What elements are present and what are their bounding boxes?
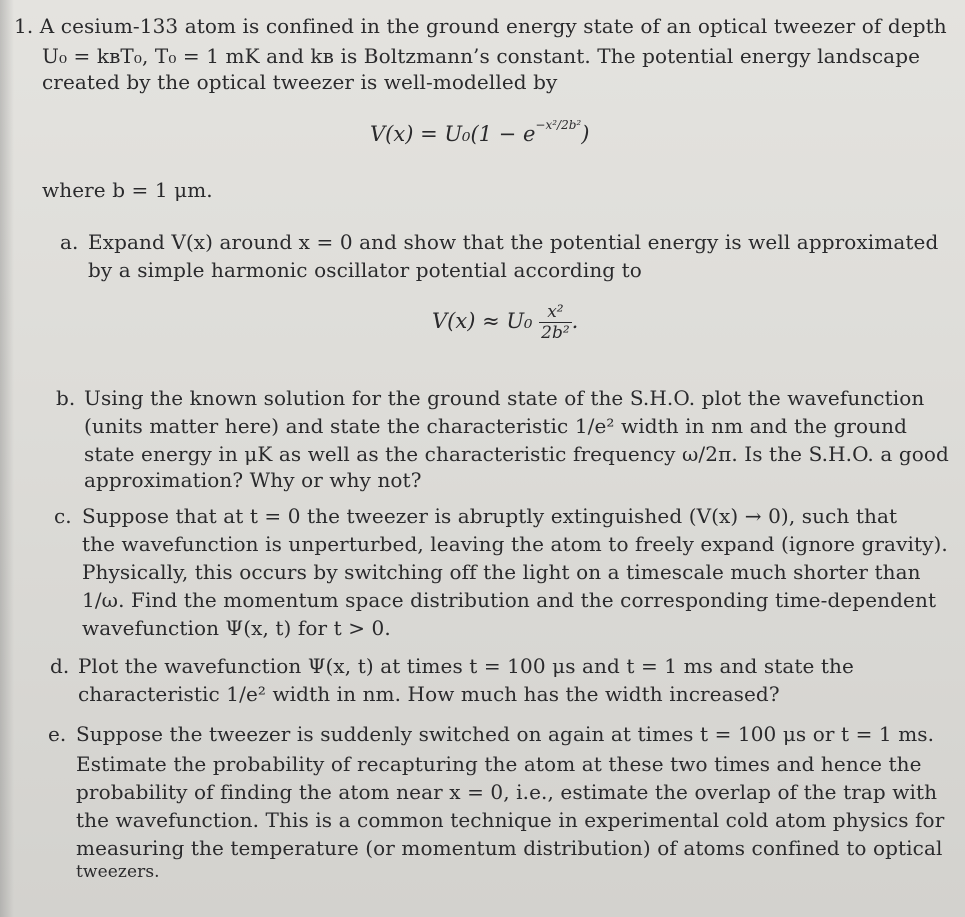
problem-intro-line-3: created by the optical tweezer is well-modelled by <box>42 70 558 94</box>
part-c-text-1: Suppose that at t = 0 the tweezer is abruptly extinguished (V(x) → 0), such that <box>82 504 898 528</box>
part-c-line-1 <box>54 502 897 530</box>
part-b-label: b. <box>56 386 76 410</box>
problem-intro-line-2: U₀ = kʙT₀, T₀ = 1 mK and kʙ is Boltzmann’s constant. The potential energy landscape <box>42 44 921 68</box>
problem-intro-line-1 <box>14 12 947 40</box>
part-e-line-2: Estimate the probability of recapturing the atom at these two times and hence the <box>76 752 922 776</box>
potential-equation <box>370 118 590 146</box>
part-d-label: d. <box>50 654 70 678</box>
sho-equation-lhs: V(x) ≈ U₀ <box>432 309 533 333</box>
part-a-line-2: by a simple harmonic oscillator potential according to <box>88 258 642 282</box>
part-c-line-2: the wavefunction is unperturbed, leaving the atom to freely expand (ignore gravity). <box>82 532 948 556</box>
part-b-line-4: approximation? Why or why not? <box>84 468 422 492</box>
part-b-line-2: (units matter here) and state the characteristic 1/e² width in nm and the ground <box>84 414 908 438</box>
part-e-line-3: probability of finding the atom near x = 0, i.e., estimate the overlap of the trap with <box>76 780 938 804</box>
part-a-text-1: Expand V(x) around x = 0 and show that the potential energy is well approximated <box>88 230 939 254</box>
part-e-label: e. <box>48 722 67 746</box>
part-e-text-1: Suppose the tweezer is suddenly switched on again at times t = 100 μs or t = 1 ms. <box>76 722 935 746</box>
where-line: where b = 1 μm. <box>42 178 213 202</box>
problem-number: 1. <box>14 14 34 38</box>
equation-close: ) <box>581 122 590 146</box>
part-d-text-1: Plot the wavefunction Ψ(x, t) at times t = 100 μs and t = 1 ms and state the <box>78 654 854 678</box>
part-e-line-1 <box>48 720 934 748</box>
part-b-line-1 <box>56 384 924 412</box>
sho-fraction <box>539 302 572 343</box>
part-a-line-1 <box>60 228 938 256</box>
part-d-line-2: characteristic 1/e² width in nm. How much has the width increased? <box>78 682 780 706</box>
sho-fraction-numerator: x² <box>539 302 572 323</box>
part-c-line-5: wavefunction Ψ(x, t) for t > 0. <box>82 616 391 640</box>
part-e-line-4: the wavefunction. This is a common technique in experimental cold atom physics for <box>76 808 945 832</box>
page-edge-shadow <box>0 0 14 917</box>
part-b-text-1: Using the known solution for the ground state of the S.H.O. plot the wavefunction <box>84 386 925 410</box>
part-c-label: c. <box>54 504 72 528</box>
part-c-line-3: Physically, this occurs by switching off the light on a timescale much shorter than <box>82 560 921 584</box>
part-a-label: a. <box>60 230 79 254</box>
part-d-line-1 <box>50 652 854 680</box>
sho-fraction-denominator: 2b² <box>541 323 570 343</box>
equation-body: V(x) = U₀(1 − e <box>370 122 536 146</box>
part-e-line-5: measuring the temperature (or momentum distribution) of atoms confined to optical <box>76 836 943 860</box>
part-e-line-6: tweezers. <box>76 862 160 882</box>
equation-exponent: −x²/2b² <box>535 118 582 132</box>
part-b-line-3: state energy in μK as well as the characteristic frequency ω/2π. Is the S.H.O. a good <box>84 442 949 466</box>
sho-equation-period: . <box>571 309 579 333</box>
sho-approx-equation <box>432 302 578 343</box>
intro-text-1: A cesium-133 atom is confined in the ground energy state of an optical tweezer of depth <box>39 14 947 38</box>
part-c-line-4: 1/ω. Find the momentum space distribution and the corresponding time-dependent <box>82 588 937 612</box>
